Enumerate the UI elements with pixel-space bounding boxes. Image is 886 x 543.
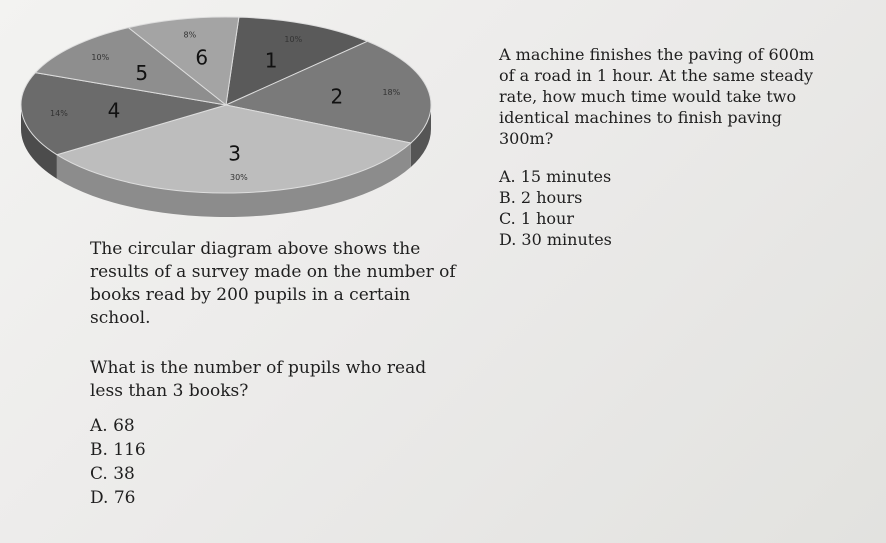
pie-category-label: 1 [264,48,278,73]
pie-percent-label: 10% [284,34,303,44]
survey-option-b[interactable]: B. 116 [90,440,146,460]
pie-percent-label: 10% [91,53,110,63]
pie-category-label: 6 [195,45,209,70]
machine-option-c[interactable]: C. 1 hour [499,209,574,228]
survey-option-d[interactable]: D. 76 [90,488,136,508]
pie-category-label: 2 [330,84,344,109]
machine-question [499,44,817,149]
pie-category-label: 5 [135,60,149,85]
pie-category-label: 4 [107,98,121,123]
pie-percent-label: 8% [183,30,197,40]
pie-percent-label: 30% [230,172,248,182]
survey-question: What is the number of pupils who read less than 3 books? [90,358,427,401]
survey-options [90,414,146,510]
machine-options [499,166,612,250]
pie-percent-label: 18% [382,87,401,97]
machine-option-d[interactable]: D. 30 minutes [499,230,612,249]
survey-option-c[interactable]: C. 38 [90,464,135,484]
pie-category-label: 3 [228,141,242,166]
pie-percent-label: 14% [50,109,68,119]
survey-option-a[interactable]: A. 68 [90,416,135,436]
machine-option-a[interactable]: A. 15 minutes [499,167,612,186]
machine-question-text: A machine finishes the paving of 600m of a road in 1 hour. At the same steady rate, how much time would take two identical machines to finish paving 300m? [499,45,815,148]
survey-intro: The circular diagram above shows the results of a survey made on the number of books read by 200 pupils in a certain school. [90,239,456,328]
machine-option-b[interactable]: B. 2 hours [499,188,583,207]
